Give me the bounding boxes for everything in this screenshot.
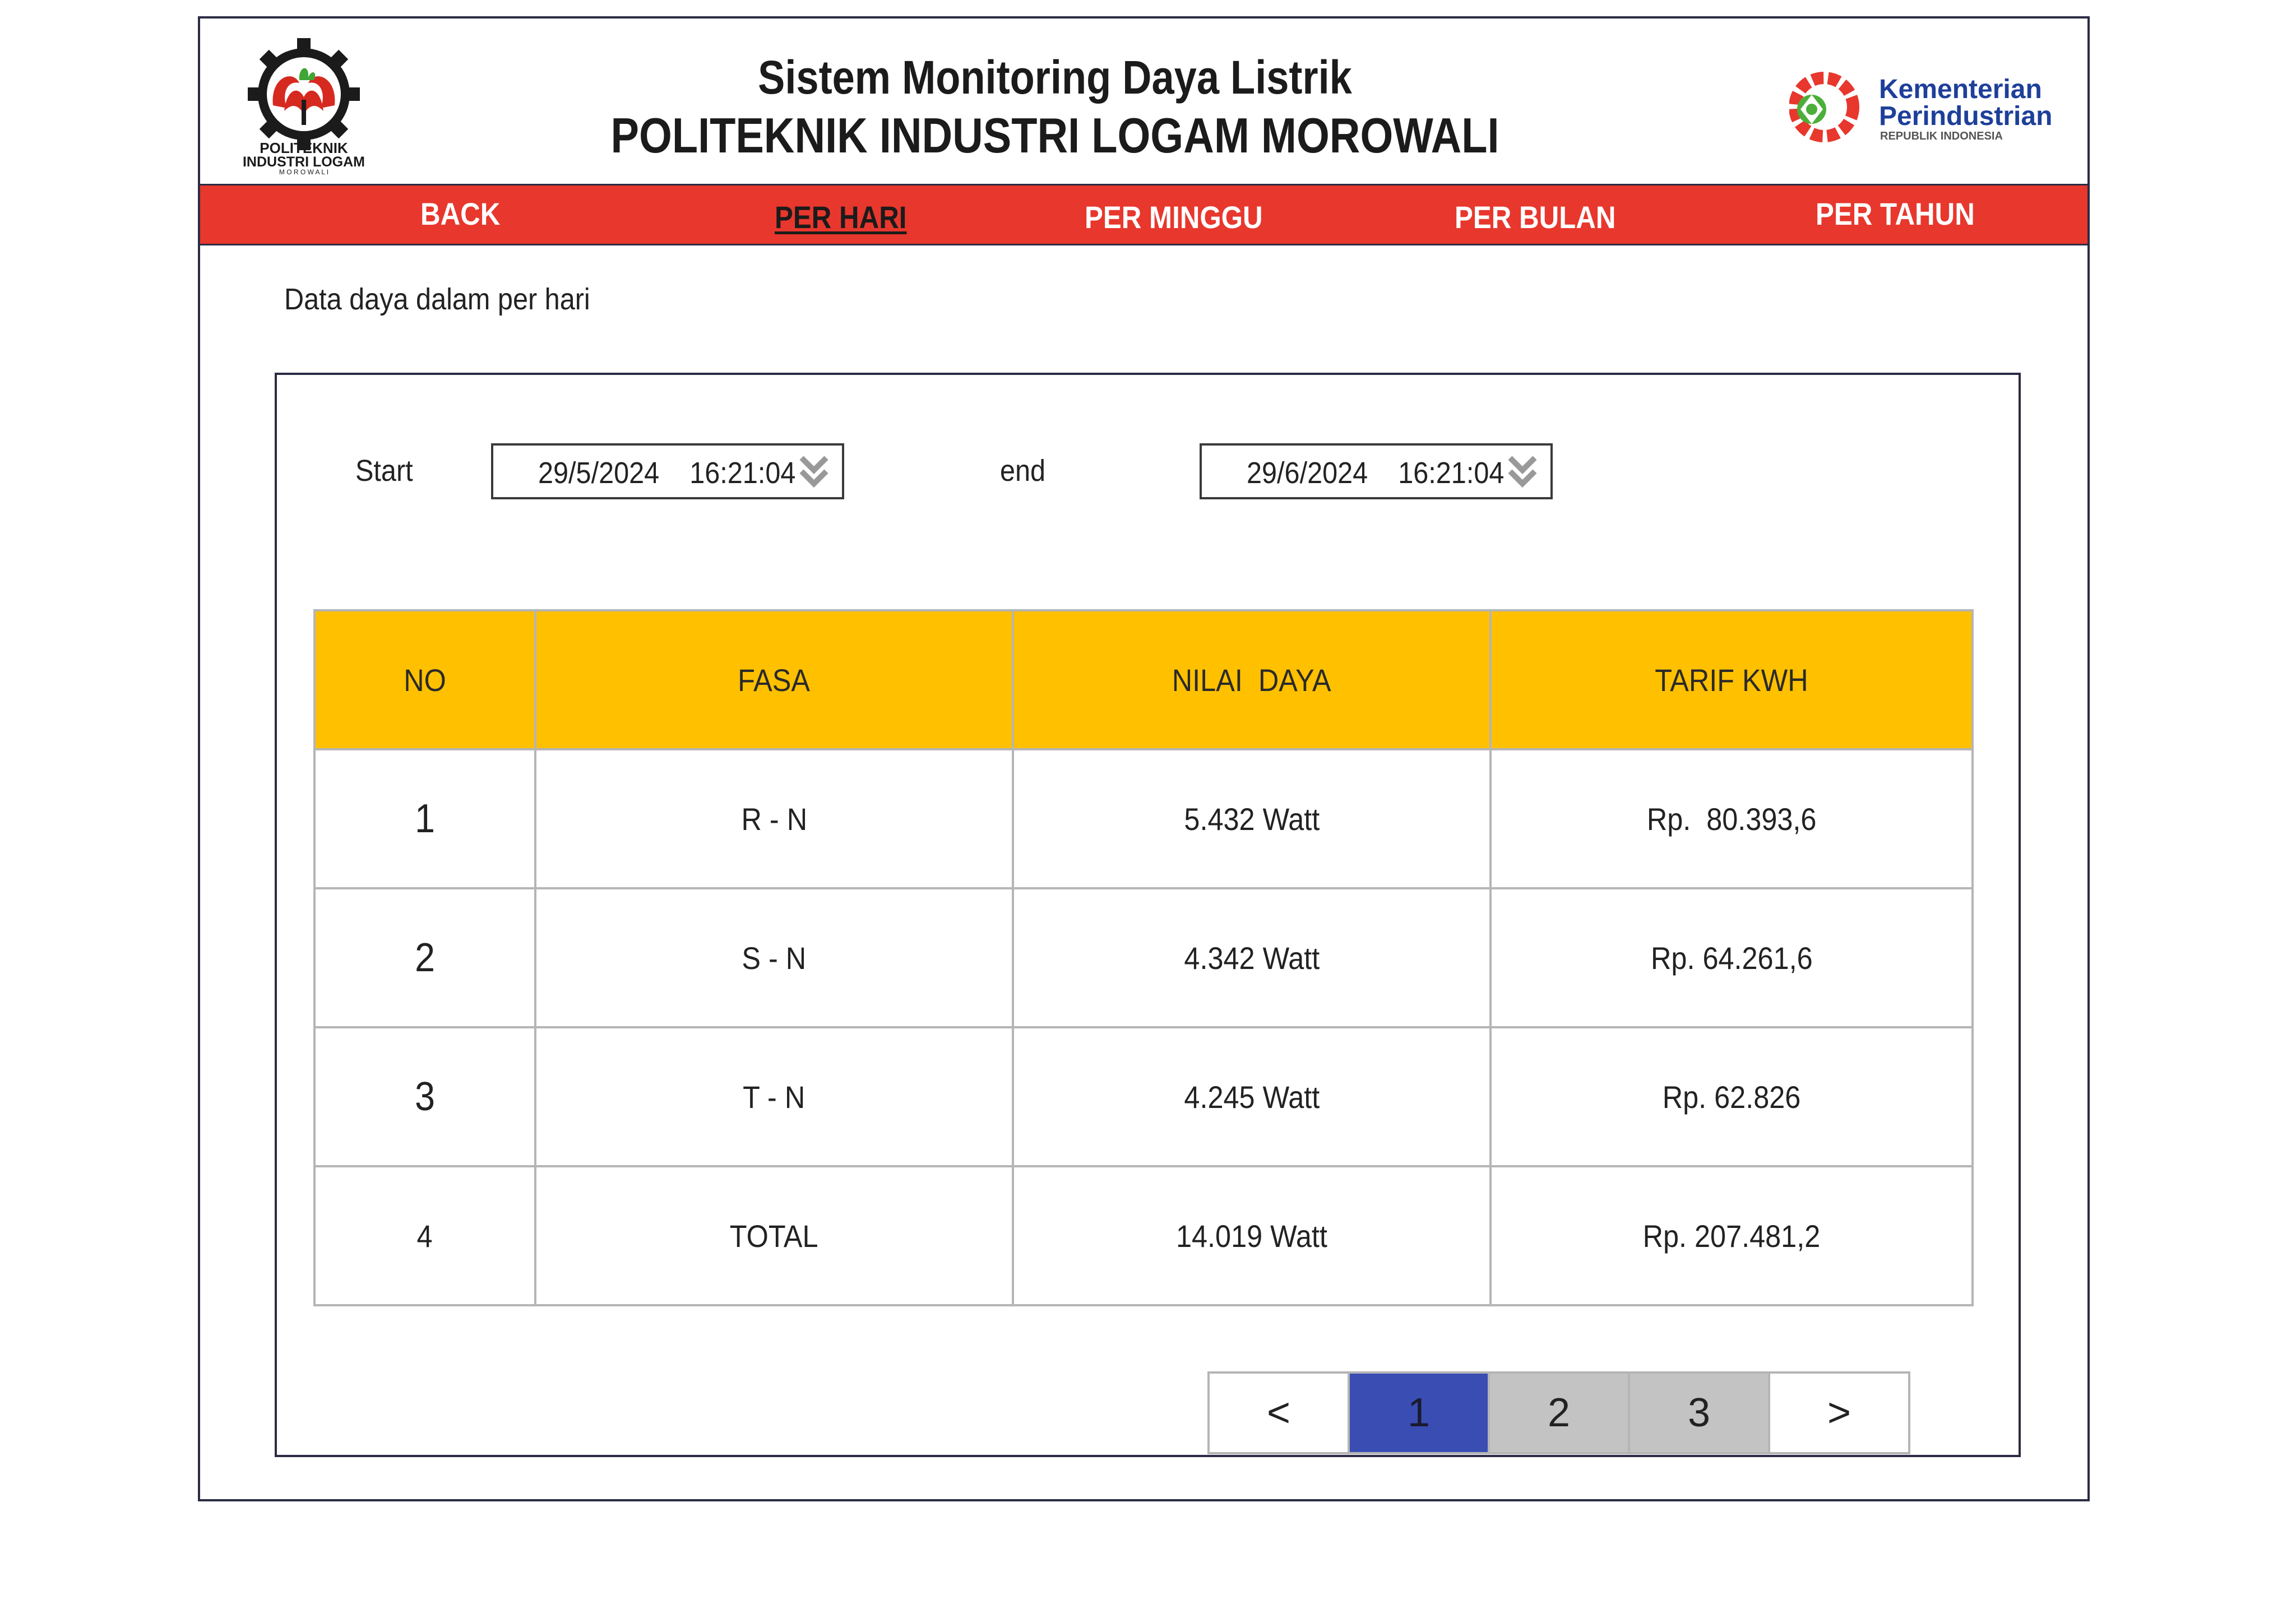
page-subtitle: Data daya dalam per hari — [284, 282, 590, 316]
cell-tarif-kwh: Rp. 62.826 — [1490, 1027, 1973, 1166]
cell-nilai-daya: 14.019 Watt — [1013, 1166, 1490, 1305]
nav-tab-per-minggu[interactable]: PER MINGGU — [1085, 200, 1263, 235]
logo-right-line1: Kementerian — [1879, 75, 2042, 104]
pagination-page-3[interactable]: 3 — [1628, 1371, 1770, 1454]
kemenperin-logo — [1789, 69, 2070, 153]
end-date-value: 29/6/2024 16:21:04 — [1247, 456, 1505, 490]
cell-no: 2 — [314, 888, 535, 1027]
chevron-double-down-icon — [798, 453, 830, 490]
logo-left-line1: POLITEKNIK — [260, 140, 348, 156]
cell-nilai-daya: 5.432 Watt — [1013, 749, 1490, 888]
logo-left-line3: M O R O W A L I — [279, 168, 329, 175]
table-header-row — [314, 610, 1973, 749]
chevron-double-down-icon — [1507, 453, 1538, 490]
cell-fasa: TOTAL — [535, 1166, 1013, 1305]
power-data-table — [313, 609, 1974, 1306]
cell-fasa: T - N — [535, 1027, 1013, 1166]
app-frame — [198, 16, 2090, 1501]
cell-no: 1 — [314, 749, 535, 888]
nav-tab-per-bulan[interactable]: PER BULAN — [1455, 200, 1616, 235]
start-date-value: 29/5/2024 16:21:04 — [538, 456, 796, 490]
nav-tab-per-hari[interactable]: PER HARI — [775, 200, 907, 235]
logo-right-line3: REPUBLIK INDONESIA — [1880, 130, 2003, 142]
cell-nilai-daya: 4.245 Watt — [1013, 1027, 1490, 1166]
politeknik-logo — [234, 35, 374, 175]
start-date-picker[interactable] — [491, 443, 844, 499]
cell-nilai-daya: 4.342 Watt — [1013, 888, 1490, 1027]
pagination-page-1[interactable]: 1 — [1348, 1371, 1490, 1454]
title-block — [480, 49, 1630, 166]
institution-title: POLITEKNIK INDUSTRI LOGAM MOROWALI — [610, 108, 1499, 163]
end-label: end — [1000, 454, 1046, 488]
logo-right-line2: Perindustrian — [1879, 101, 2053, 131]
cell-no: 4 — [314, 1166, 535, 1305]
pagination-prev-button[interactable]: < — [1207, 1371, 1350, 1454]
app-title: Sistem Monitoring Daya Listrik — [758, 51, 1352, 104]
col-header-fasa: FASA — [535, 610, 1013, 749]
table-row — [314, 1166, 1973, 1305]
main-nav — [200, 184, 2087, 245]
cell-tarif-kwh: Rp. 80.393,6 — [1490, 749, 1973, 888]
col-header-tarif-kwh: TARIF KWH — [1490, 610, 1973, 749]
pagination-next-button[interactable]: > — [1768, 1371, 1910, 1454]
table-row — [314, 1027, 1973, 1166]
cell-fasa: R - N — [535, 749, 1013, 888]
logo-left-line2: INDUSTRI LOGAM — [242, 154, 365, 170]
cell-tarif-kwh: Rp. 207.481,2 — [1490, 1166, 1973, 1305]
cell-tarif-kwh: Rp. 64.261,6 — [1490, 888, 1973, 1027]
pagination — [1207, 1371, 1910, 1454]
header — [200, 18, 2087, 184]
pagination-page-2[interactable]: 2 — [1488, 1371, 1630, 1454]
start-label: Start — [355, 454, 413, 488]
nav-back-button[interactable]: BACK — [420, 196, 501, 231]
cell-no: 3 — [314, 1027, 535, 1166]
col-header-nilai-daya: NILAI DAYA — [1013, 610, 1490, 749]
table-row — [314, 749, 1973, 888]
end-date-picker[interactable] — [1200, 443, 1553, 499]
nav-tab-per-tahun[interactable]: PER TAHUN — [1816, 196, 1975, 231]
cell-fasa: S - N — [535, 888, 1013, 1027]
table-row — [314, 888, 1973, 1027]
col-header-no: NO — [314, 610, 535, 749]
data-panel — [275, 373, 2021, 1457]
